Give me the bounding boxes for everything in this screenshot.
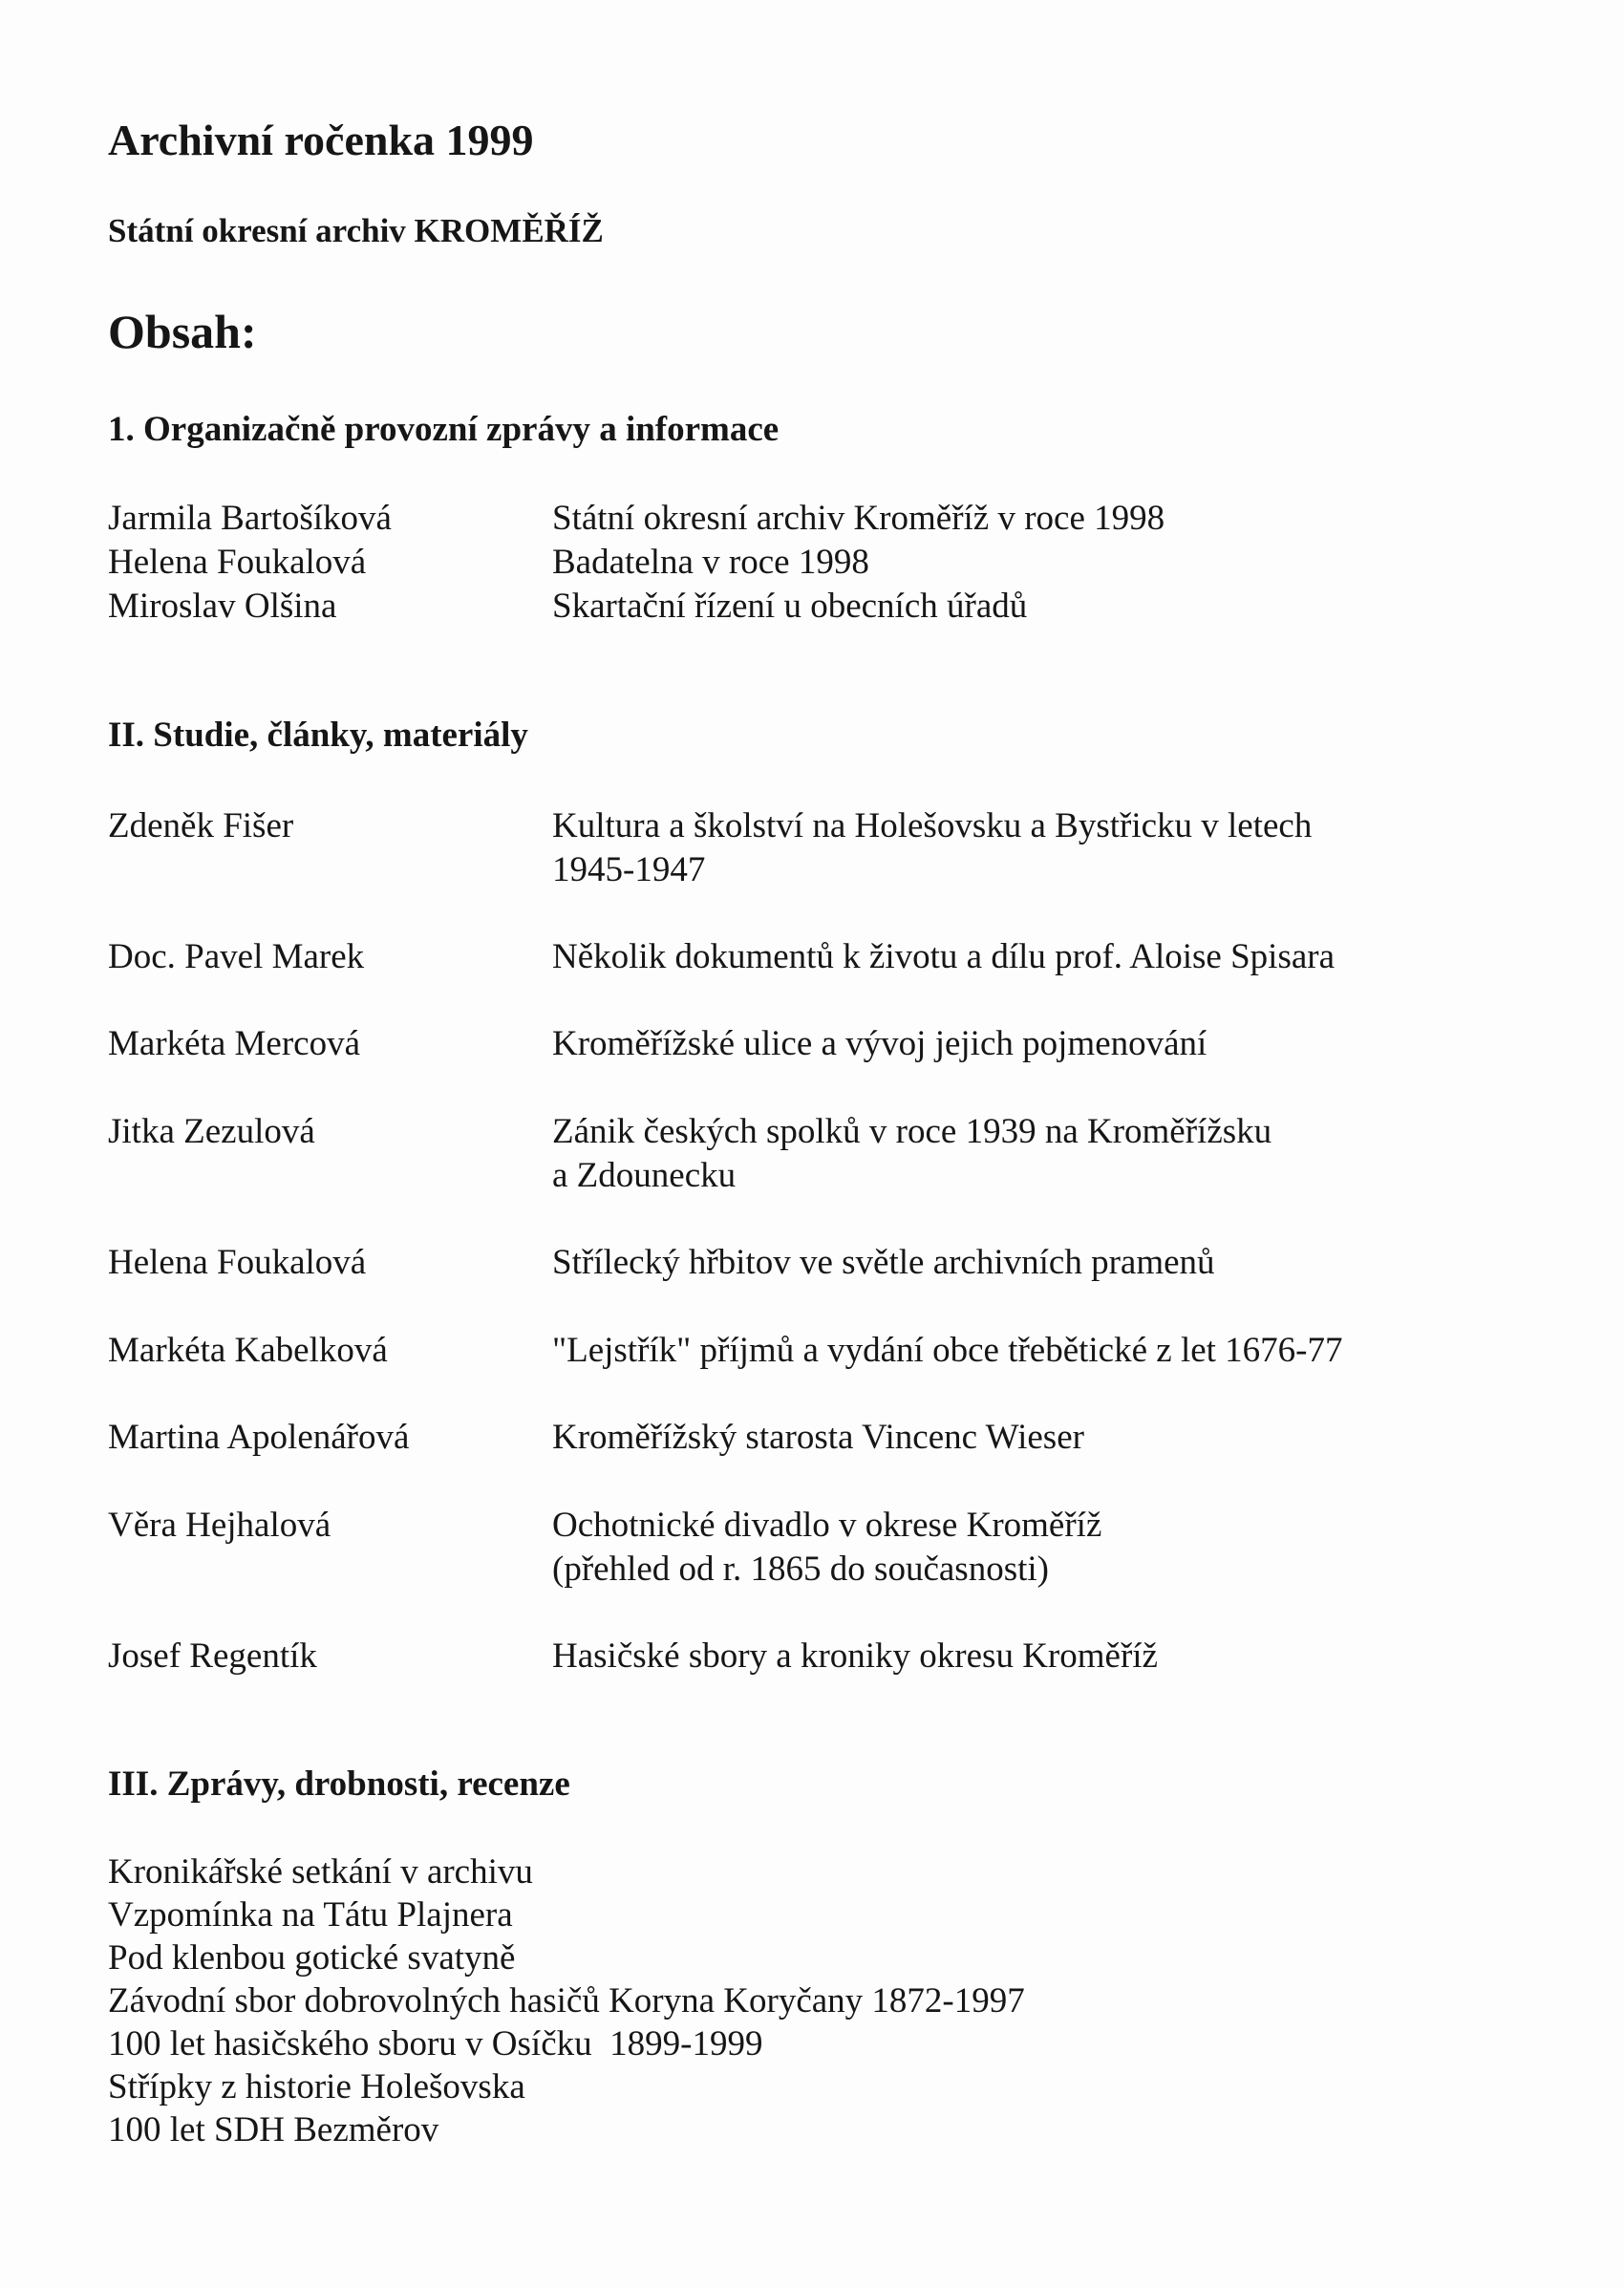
entry-author: Doc. Pavel Marek (108, 937, 365, 976)
entry-author: Markéta Mercová (108, 1024, 361, 1063)
entry-title (552, 935, 1507, 979)
list-item: Vzpomínka na Tátu Plajnera (108, 1895, 513, 1935)
entry-title-line: Kroměřížský starosta Vincenc Wieser (552, 1418, 1084, 1457)
entry-title (552, 1241, 1507, 1285)
entry-title-line: Ochotnické divadlo v okrese Kroměříž (552, 1506, 1102, 1545)
list-item: Závodní sbor dobrovolných hasičů Koryna Koryčany 1872-1997 (108, 1981, 1025, 2021)
entry-title (552, 541, 1507, 585)
entry-title (552, 1504, 1507, 1592)
entry-title (552, 497, 1507, 541)
list-item: 100 let hasičského sboru v Osíčku 1899-1999 (108, 2024, 763, 2063)
entry-title-line: "Lejstřík" příjmů a vydání obce třebětické z let 1676-77 (552, 1331, 1343, 1370)
archive-name: Státní okresní archiv KROMĚŘÍŽ (108, 212, 604, 249)
entry-title-line: Zánik českých spolků v roce 1939 na Kroměřížsku (552, 1112, 1272, 1151)
entry-author: Jitka Zezulová (108, 1112, 315, 1151)
entry-title (552, 1110, 1507, 1198)
entry-author: Markéta Kabelková (108, 1331, 388, 1370)
entry-author: Helena Foukalová (108, 1243, 367, 1282)
section-heading-3: III. Zprávy, drobnosti, recenze (108, 1764, 570, 1804)
section-heading-2: II. Studie, články, materiály (108, 716, 528, 755)
entry-title (552, 1022, 1507, 1066)
list-item: Kronikářské setkání v archivu (108, 1852, 533, 1892)
entry-author: Helena Foukalová (108, 543, 367, 582)
entry-author: Zdeněk Fišer (108, 806, 294, 845)
entry-title-line: (přehled od r. 1865 do současnosti) (552, 1550, 1049, 1589)
contents-heading: Obsah: (108, 305, 257, 358)
entry-title (552, 1635, 1507, 1679)
list-item: Střípky z historie Holešovska (108, 2067, 525, 2106)
entry-title-line: a Zdounecku (552, 1156, 737, 1195)
entry-title-line: Střílecký hřbitov ve světle archivních pramenů (552, 1243, 1215, 1282)
entry-title (552, 804, 1507, 892)
yearbook-title: Archivní ročenka 1999 (108, 116, 534, 164)
entry-author: Jarmila Bartošíková (108, 499, 392, 538)
entry-author: Věra Hejhalová (108, 1506, 331, 1545)
section-heading-1: 1. Organizačně provozní zprávy a informace (108, 410, 780, 449)
entry-title-line: Kroměřížské ulice a vývoj jejich pojmenování (552, 1024, 1207, 1063)
entry-title-line: Badatelna v roce 1998 (552, 543, 869, 582)
list-item: 100 let SDH Bezměrov (108, 2110, 439, 2149)
list-item: Pod klenbou gotické svatyně (108, 1938, 516, 1978)
entry-author: Miroslav Olšina (108, 587, 337, 626)
entry-title-line: Státní okresní archiv Kroměříž v roce 1998 (552, 499, 1165, 538)
entry-title (552, 585, 1507, 629)
misc-list (108, 1850, 1025, 2151)
entry-title-line: 1945-1947 (552, 850, 706, 889)
entry-title (552, 1329, 1507, 1373)
entry-title-line: Hasičské sbory a kroniky okresu Kroměříž (552, 1636, 1158, 1676)
entry-title-line: Kultura a školství na Holešovsku a Bystřicku v letech (552, 806, 1313, 845)
entry-author: Martina Apolenářová (108, 1418, 410, 1457)
entry-title-line: Skartační řízení u obecních úřadů (552, 587, 1028, 626)
entry-title-line: Několik dokumentů k životu a dílu prof. Aloise Spisara (552, 937, 1336, 976)
entry-author: Josef Regentík (108, 1636, 317, 1676)
entry-title (552, 1416, 1507, 1460)
